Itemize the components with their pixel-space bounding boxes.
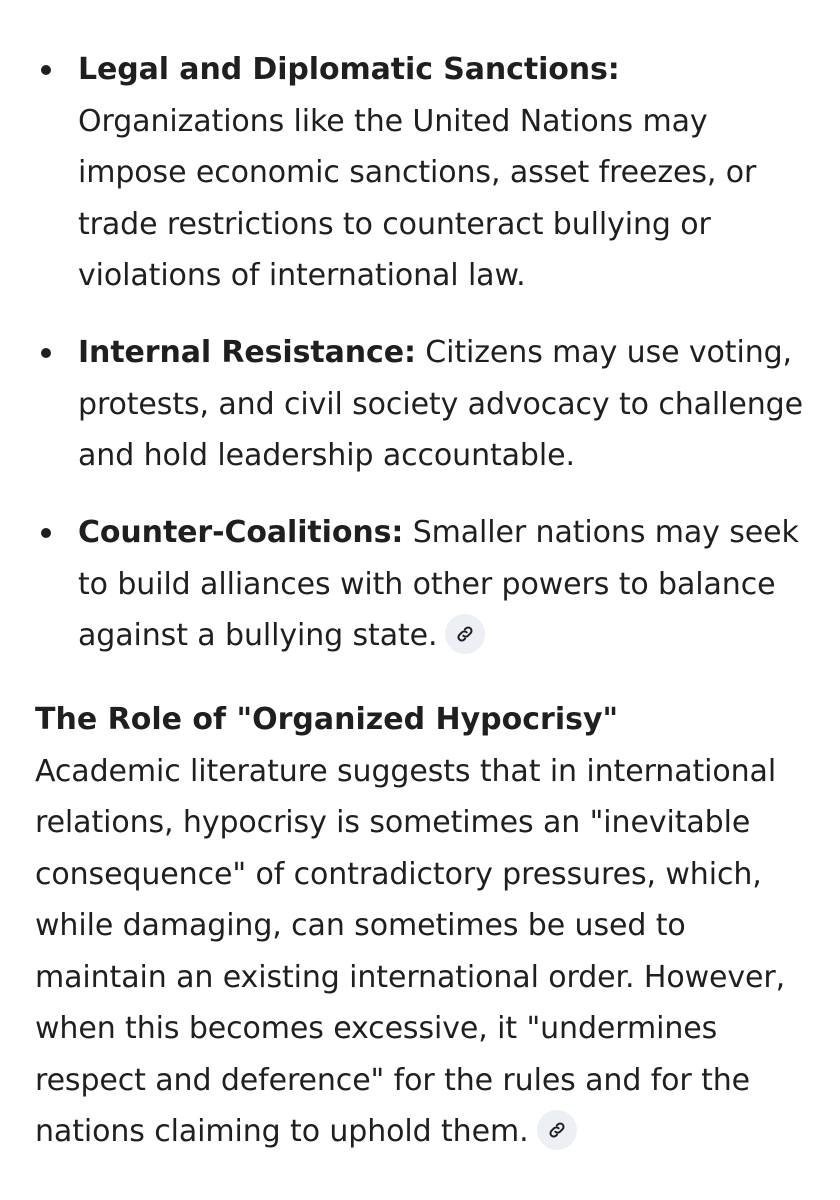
- section-body-text: Academic literature suggests that in international relations, hypocrisy is sometimes an "inevitable consequence" of contradictory pressures, which, while damaging, can sometimes be used to maintain an existing international order. However, when this becomes excessive, it "undermines respect and deference" for the rules and for the nations claiming to uphold them.: [35, 753, 786, 1149]
- list-item: [78, 507, 818, 662]
- section-body: [35, 746, 825, 1158]
- section-organized-hypocrisy: [35, 694, 825, 1158]
- bullet-lead: Internal Resistance:: [78, 335, 416, 370]
- bullet-text: Citizens may use voting, protests, and civil society advocacy to challenge and hold leadership accountable.: [78, 335, 803, 473]
- bullet-dot: [41, 528, 51, 538]
- list-item: [78, 44, 818, 302]
- section-title: The Role of "Organized Hypocrisy": [35, 702, 619, 737]
- link-icon: [455, 624, 475, 644]
- bullet-lead: Legal and Diplomatic Sanctions:: [78, 52, 620, 87]
- citation-link-button[interactable]: [445, 614, 485, 654]
- bullet-lead: Counter-Coalitions:: [78, 515, 404, 550]
- bullet-dot: [41, 65, 51, 75]
- list-item: [78, 327, 818, 482]
- citation-link-button[interactable]: [537, 1110, 577, 1150]
- bullet-text: Organizations like the United Nations may impose economic sanctions, asset freezes, or trade restrictions to counteract bullying or violations of international law.: [78, 103, 757, 293]
- link-icon: [547, 1120, 567, 1140]
- bullet-text: Smaller nations may seek to build alliances with other powers to balance against a bullying state.: [78, 515, 799, 653]
- bullet-dot: [41, 348, 51, 358]
